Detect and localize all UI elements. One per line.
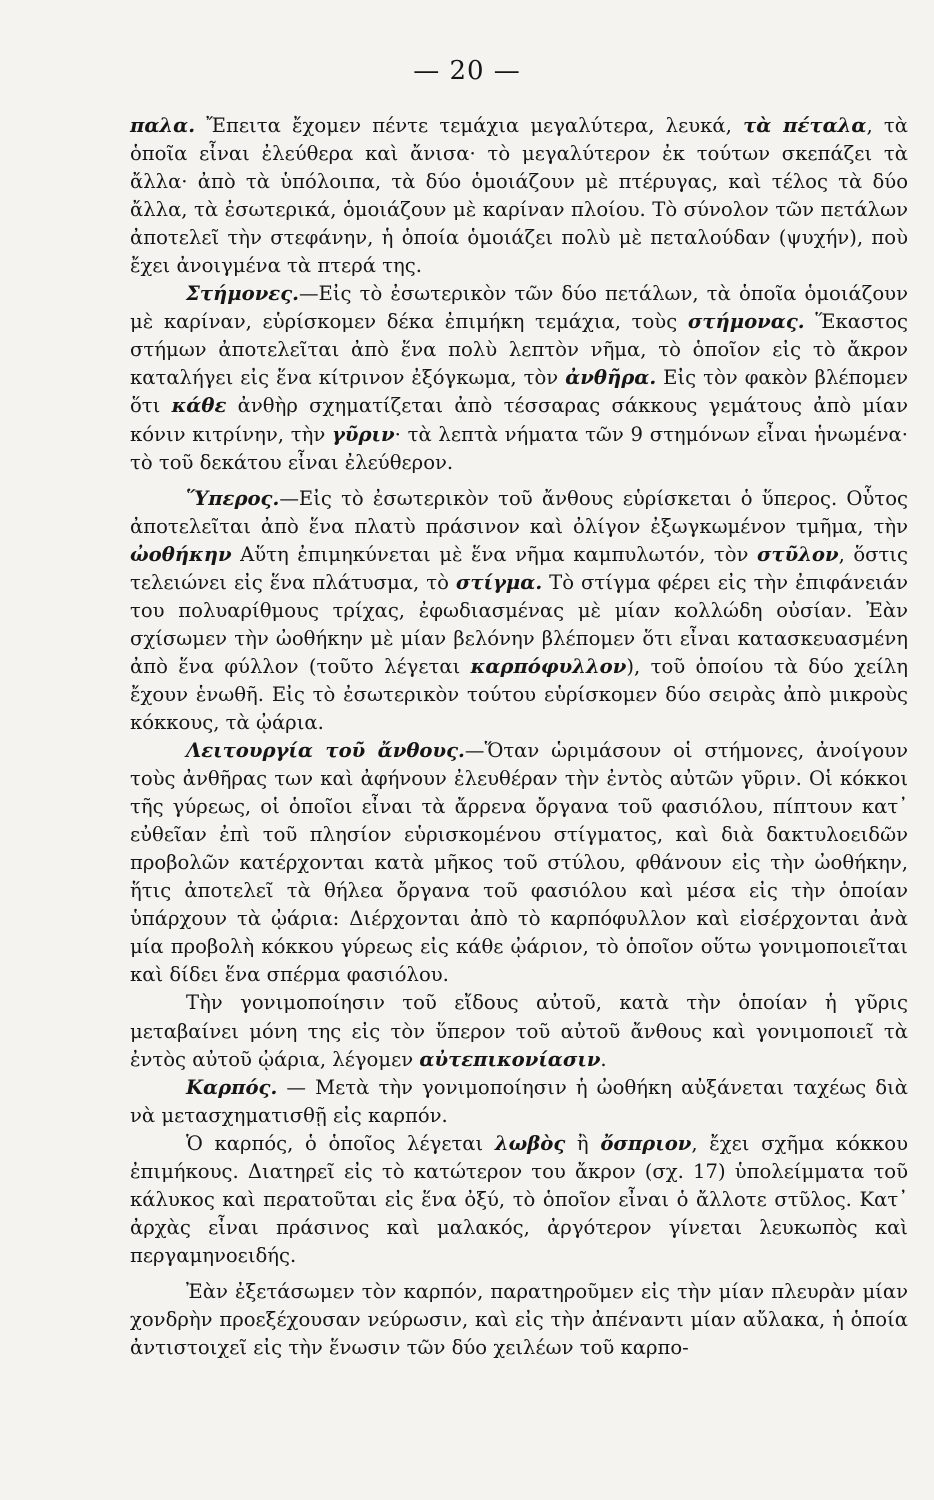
text-run: Αὕτη ἐπιμηκύνεται μὲ ἕνα νῆμα καμπυλωτόν, τὸν	[231, 542, 757, 566]
text-run: · τὰ λεπτὰ νήματα τῶν 9 στημόνων εἶναι ἡνωμένα· τὸ τοῦ δεκάτου εἶναι ἐλεύθερον.	[130, 422, 909, 474]
bold-term: αὐτεπικονίασιν	[419, 1047, 601, 1071]
bold-term: Ὕπερος.	[186, 486, 280, 510]
text-run: Τὸ στίγμα φέρει εἰς τὴν ἐπιφάνειάν του πολυαρίθμους τρίχας, ἐφωδιασμένας μὲ μίαν κολλώδη οὐσίαν. Ἐὰν σχίσωμεν τὴν ὠοθήκην μὲ μίαν βελόνην βλέπομεν ὅτι εἶναι κατασκευασμένη ἀπὸ ἕνα φύλλον (τοῦτο λέγεται	[130, 570, 908, 678]
bold-term: ὠοθήκην	[130, 542, 232, 566]
bold-term: στίγμα.	[455, 570, 543, 594]
bold-term: τὰ πέταλα	[743, 114, 867, 137]
text-run: , ἔχει σχῆμα κόκκου ἐπιμήκους. Διατηρεῖ εἰς τὸ κατώτερον του ἄκρον (σχ. 17) ὑπολείμματα τοῦ κάλυκος καὶ περατοῦται εἰς ἕνα ὀξύ, τὸ ὁποῖον εἶναι ὁ ἄλλοτε στῦλος. Κατ᾽ ἀρχὰς εἶναι πράσινος καὶ μαλακός, ἀργότερον γίνεται λευκωπὸς καὶ περγαμηνοειδής.	[130, 1131, 908, 1267]
text-run: Ἕκαστος στήμων ἀποτελεῖται ἀπὸ ἕνα πολὺ λεπτὸν νῆμα, τὸ ὁποῖον εἰς τὸ ἄκρον καταλήγει εἰς ἕνα κίτρινον ἐξόγκωμα, τὸν	[130, 310, 908, 390]
bold-term: γῦριν	[332, 422, 395, 446]
bold-term: στῦλον	[756, 542, 839, 566]
paragraph-self-pollination	[130, 989, 908, 1073]
text-run: ), τοῦ ὁποίου τὰ δύο χείλη ἔχουν ἑνωθῆ. Εἰς τὸ ἐσωτερικὸν τούτου εὑρίσκομεν δύο σειρὰς ἀπὸ μικροὺς κόκκους, τὰ ᾠάρια.	[130, 654, 908, 734]
text-run: Ἐὰν ἐξετάσωμεν τὸν καρπόν, παρατηροῦμεν εἰς τὴν μίαν πλευρὰν μίαν χονδρὴν προεξέχουσαν νεύρωσιν, καὶ εἰς τὴν ἀπέναντι μίαν αὔλακα, ἡ ὁποία ἀντιστοιχεῖ εἰς τὴν ἕνωσιν τῶν δύο χειλέων τοῦ καρπο-	[130, 1279, 908, 1360]
paragraph-fruit-examination	[130, 1278, 908, 1362]
body-text	[130, 112, 908, 1362]
text-run: — Μετὰ τὴν γονιμοποίησιν ἡ ὠοθήκη αὐξάνεται ταχέως διὰ νὰ μετασχηματισθῇ εἰς καρπόν.	[130, 1075, 908, 1127]
bold-term: στήμονας.	[687, 310, 805, 334]
paragraph-pistil	[130, 485, 908, 737]
bold-term: Λειτουργία τοῦ ἄνθους.	[186, 739, 465, 763]
text-run: , ὅστις τελειώνει εἰς ἕνα πλάτυσμα, τὸ	[130, 542, 909, 594]
text-run: —Εἰς τὸ ἐσωτερικὸν τῶν δύο πετάλων, τὰ ὁποῖα ὁμοιάζουν μὲ καρίναν, εὑρίσκομεν δέκα ἐπιμήκη τεμάχια, τοὺς	[130, 282, 908, 334]
bold-term: Καρπός.	[186, 1075, 278, 1099]
paragraph-fruit	[130, 1074, 908, 1130]
page-number: — 20 —	[413, 56, 521, 86]
paragraph-legume	[130, 1130, 908, 1270]
bold-term: ἀνθῆρα.	[565, 366, 657, 390]
text-run: Εἰς τὸν φακὸν βλέπομεν ὅτι	[130, 366, 909, 418]
bold-term: Στήμονες.	[186, 282, 299, 306]
text-run: —Εἰς τὸ ἐσωτερικὸν τοῦ ἄνθους εὑρίσκεται ὁ ὕπερος. Οὗτος ἀποτελεῖται ἀπὸ ἕνα πλατὺ πράσινον καὶ ὀλίγον ἐξωγκωμένον τμῆμα, τὴν	[130, 486, 908, 538]
text-run: Τὴν γονιμοποίησιν τοῦ εἴδους αὐτοῦ, κατὰ τὴν ὁποίαν ἡ γῦρις μεταβαίνει μόνη της εἰς τὸν ὕπερον τοῦ αὐτοῦ ἄνθους καὶ γονιμοποιεῖ τὰ ἐντὸς αὐτοῦ ᾠάρια, λέγομεν	[130, 991, 908, 1071]
text-run: ἢ	[565, 1131, 601, 1155]
bold-term: κάθε	[171, 394, 227, 418]
bold-term: λωβὸς	[494, 1131, 566, 1155]
text-run: .	[600, 1047, 607, 1071]
paragraph-petals	[130, 112, 908, 280]
text-run: , τὰ ὁποῖα εἶναι ἐλεύθερα καὶ ἄνισα· τὸ μεγαλύτερον ἐκ τούτων σκεπάζει τὰ ἄλλα· ἀπὸ τὰ ὑπόλοιπα, τὰ δύο ὁμοιάζουν μὲ πτέρυγας, καὶ τέλος τὰ δύο ἄλλα, τὰ ἐσωτερικά, ὁμοιάζουν μὲ καρίναν πλοίου. Τὸ σύνολον τῶν πετάλων ἀποτελεῖ τὴν στεφάνην, ἡ ὁποία ὁμοιάζει πολὺ μὲ πεταλούδαν (ψυχήν), ποὺ ἔχει ἀνοιγμένα τὰ πτερά της.	[130, 114, 908, 278]
paragraph-stamens	[130, 280, 908, 476]
text-run: Ἔπειτα ἔχομεν πέντε τεμάχια μεγαλύτερα, λευκά,	[195, 114, 744, 137]
bold-term: καρπόφυλλον	[470, 654, 627, 678]
text-run: ἀνθὴρ σχηματίζεται ἀπὸ τέσσαρας σάκκους γεμάτους ἀπὸ μίαν κόνιν κιτρίνην, τὴν	[130, 394, 908, 446]
text-run: Ὁ καρπός, ὁ ὁποῖος λέγεται	[186, 1131, 495, 1155]
text-run: —Ὅταν ὡριμάσουν οἱ στήμονες, ἀνοίγουν τοὺς ἀνθῆρας των καὶ ἀφήνουν ἐλευθέραν τὴν ἐντὸς αὐτῶν γῦριν. Οἱ κόκκοι τῆς γύρεως, οἱ ὁποῖοι εἶναι τὰ ἄρρενα ὄργανα τοῦ φασιόλου, πίπτουν κατ᾽ εὐθεῖαν ἐπὶ τοῦ πλησίον εὑρισκομένου στίγματος, καὶ διὰ δακτυλοειδῶν προβολῶν κατέρχονται κατὰ μῆκος τοῦ στύλου, φθάνουν εἰς τὴν ὠοθήκην, ἥτις ἀποτελεῖ τὰ θήλεα ὄργανα τοῦ φασιόλου καὶ μέσα εἰς τὴν ὁποίαν ὑπάρχουν τὰ ᾠάρια: Διέρχονται ἀπὸ τὸ καρπόφυλλον καὶ εἰσέρχονται ἀνὰ μία προβολὴ κόκκου γύρεως εἰς κάθε ᾠάριον, τὸ ὁποῖον οὕτω γονιμοποιεῖται καὶ δίδει ἕνα σπέρμα φασιόλου.	[130, 739, 908, 987]
bold-term: ὄσπριον	[600, 1131, 692, 1155]
bold-term: παλα.	[130, 114, 196, 137]
paragraph-flower-function	[130, 737, 908, 989]
